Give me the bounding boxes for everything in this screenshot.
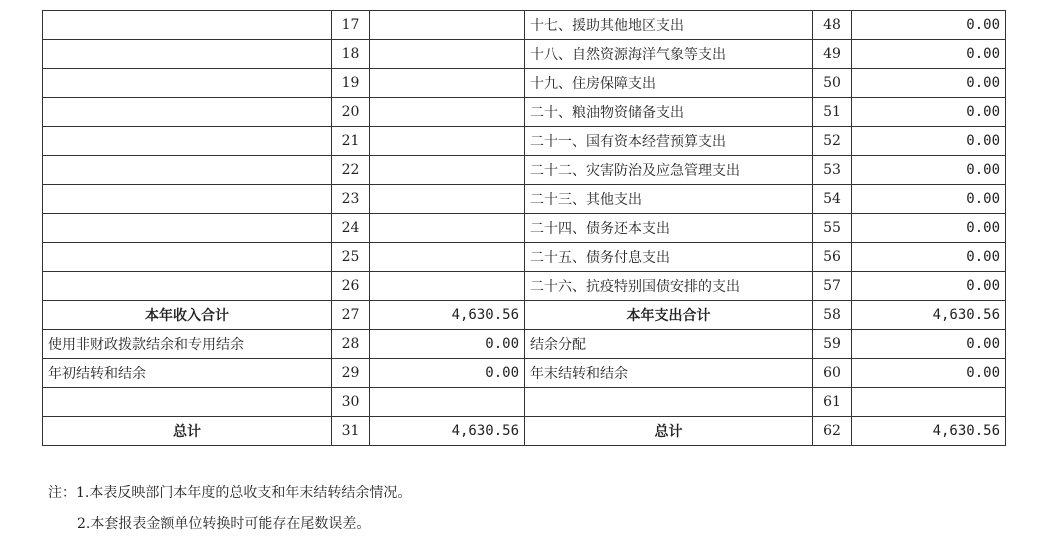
table-row — [43, 272, 1006, 301]
expense-amount-cell: 0.00 — [852, 69, 1006, 98]
income-amount-cell: 4,630.56 — [370, 417, 525, 446]
table-row — [43, 388, 1006, 417]
expense-item-cell: 年末结转和结余 — [525, 359, 813, 388]
expense-amount-cell: 0.00 — [852, 243, 1006, 272]
expense-amount-cell: 4,630.56 — [852, 301, 1006, 330]
table-row — [43, 214, 1006, 243]
table-row — [43, 417, 1006, 446]
income-amount-cell: 0.00 — [370, 330, 525, 359]
expense-row-number-cell: 53 — [813, 156, 852, 185]
income-item-cell: 总计 — [43, 417, 332, 446]
income-item-cell: 使用非财政拨款结余和专用结余 — [43, 330, 332, 359]
table-body — [43, 11, 1006, 446]
income-item-cell — [43, 185, 332, 214]
expense-item-cell: 十九、住房保障支出 — [525, 69, 813, 98]
income-row-number-cell: 19 — [332, 69, 370, 98]
income-amount-cell — [370, 127, 525, 156]
income-row-number-cell: 17 — [332, 11, 370, 40]
income-row-number-cell: 25 — [332, 243, 370, 272]
expense-row-number-cell: 55 — [813, 214, 852, 243]
expense-item-cell: 二十六、抗疫特别国债安排的支出 — [525, 272, 813, 301]
income-item-cell — [43, 40, 332, 69]
expense-amount-cell: 0.00 — [852, 98, 1006, 127]
table-row — [43, 243, 1006, 272]
expense-item-cell: 十七、援助其他地区支出 — [525, 11, 813, 40]
expense-item-cell — [525, 388, 813, 417]
expense-item-cell: 本年支出合计 — [525, 301, 813, 330]
income-row-number-cell: 18 — [332, 40, 370, 69]
expense-row-number-cell: 51 — [813, 98, 852, 127]
expense-amount-cell: 0.00 — [852, 127, 1006, 156]
income-amount-cell — [370, 156, 525, 185]
footnote-2: 2.本套报表金额单位转换时可能存在尾数误差。 — [77, 516, 371, 532]
expense-item-cell: 二十四、债务还本支出 — [525, 214, 813, 243]
income-row-number-cell: 29 — [332, 359, 370, 388]
income-amount-cell: 0.00 — [370, 359, 525, 388]
expense-amount-cell: 4,630.56 — [852, 417, 1006, 446]
income-amount-cell: 4,630.56 — [370, 301, 525, 330]
expense-amount-cell: 0.00 — [852, 156, 1006, 185]
income-row-number-cell: 24 — [332, 214, 370, 243]
expense-item-cell: 十八、自然资源海洋气象等支出 — [525, 40, 813, 69]
expense-item-cell: 二十二、灾害防治及应急管理支出 — [525, 156, 813, 185]
income-item-cell — [43, 243, 332, 272]
expense-amount-cell: 0.00 — [852, 272, 1006, 301]
expense-row-number-cell: 59 — [813, 330, 852, 359]
expense-amount-cell: 0.00 — [852, 40, 1006, 69]
income-item-cell — [43, 69, 332, 98]
expense-item-cell: 二十三、其他支出 — [525, 185, 813, 214]
expense-amount-cell — [852, 388, 1006, 417]
expense-amount-cell: 0.00 — [852, 330, 1006, 359]
income-item-cell — [43, 272, 332, 301]
expense-row-number-cell: 50 — [813, 69, 852, 98]
income-row-number-cell: 27 — [332, 301, 370, 330]
income-item-cell — [43, 156, 332, 185]
income-amount-cell — [370, 214, 525, 243]
income-item-cell — [43, 214, 332, 243]
budget-summary-table — [42, 10, 1006, 446]
income-row-number-cell: 28 — [332, 330, 370, 359]
table-row — [43, 40, 1006, 69]
expense-amount-cell: 0.00 — [852, 359, 1006, 388]
expense-row-number-cell: 54 — [813, 185, 852, 214]
table-row — [43, 127, 1006, 156]
income-item-cell — [43, 98, 332, 127]
income-row-number-cell: 20 — [332, 98, 370, 127]
expense-row-number-cell: 52 — [813, 127, 852, 156]
income-amount-cell — [370, 243, 525, 272]
expense-amount-cell: 0.00 — [852, 185, 1006, 214]
expense-row-number-cell: 58 — [813, 301, 852, 330]
expense-item-cell: 二十、粮油物资储备支出 — [525, 98, 813, 127]
footnotes — [48, 478, 411, 540]
expense-amount-cell: 0.00 — [852, 11, 1006, 40]
income-row-number-cell: 21 — [332, 127, 370, 156]
income-item-cell: 本年收入合计 — [43, 301, 332, 330]
expense-item-cell: 总计 — [525, 417, 813, 446]
income-item-cell: 年初结转和结余 — [43, 359, 332, 388]
table-row — [43, 330, 1006, 359]
income-amount-cell — [370, 98, 525, 127]
income-amount-cell — [370, 40, 525, 69]
expense-row-number-cell: 49 — [813, 40, 852, 69]
income-row-number-cell: 22 — [332, 156, 370, 185]
income-amount-cell — [370, 185, 525, 214]
income-row-number-cell: 30 — [332, 388, 370, 417]
expense-row-number-cell: 56 — [813, 243, 852, 272]
income-item-cell — [43, 127, 332, 156]
footnote-1: 注：1.本表反映部门本年度的总收支和年末结转结余情况。 — [48, 485, 412, 501]
table-row — [43, 301, 1006, 330]
income-item-cell — [43, 11, 332, 40]
income-row-number-cell: 31 — [332, 417, 370, 446]
table-row — [43, 156, 1006, 185]
income-amount-cell — [370, 388, 525, 417]
table-row — [43, 69, 1006, 98]
expense-row-number-cell: 62 — [813, 417, 852, 446]
expense-row-number-cell: 61 — [813, 388, 852, 417]
income-row-number-cell: 23 — [332, 185, 370, 214]
table-row — [43, 185, 1006, 214]
table-row — [43, 359, 1006, 388]
expense-item-cell: 结余分配 — [525, 330, 813, 359]
expense-row-number-cell: 60 — [813, 359, 852, 388]
income-row-number-cell: 26 — [332, 272, 370, 301]
expense-item-cell: 二十一、国有资本经营预算支出 — [525, 127, 813, 156]
expense-row-number-cell: 57 — [813, 272, 852, 301]
table-row — [43, 98, 1006, 127]
expense-row-number-cell: 48 — [813, 11, 852, 40]
income-item-cell — [43, 388, 332, 417]
expense-amount-cell: 0.00 — [852, 214, 1006, 243]
table-row — [43, 11, 1006, 40]
income-amount-cell — [370, 11, 525, 40]
expense-item-cell: 二十五、债务付息支出 — [525, 243, 813, 272]
income-amount-cell — [370, 69, 525, 98]
income-amount-cell — [370, 272, 525, 301]
